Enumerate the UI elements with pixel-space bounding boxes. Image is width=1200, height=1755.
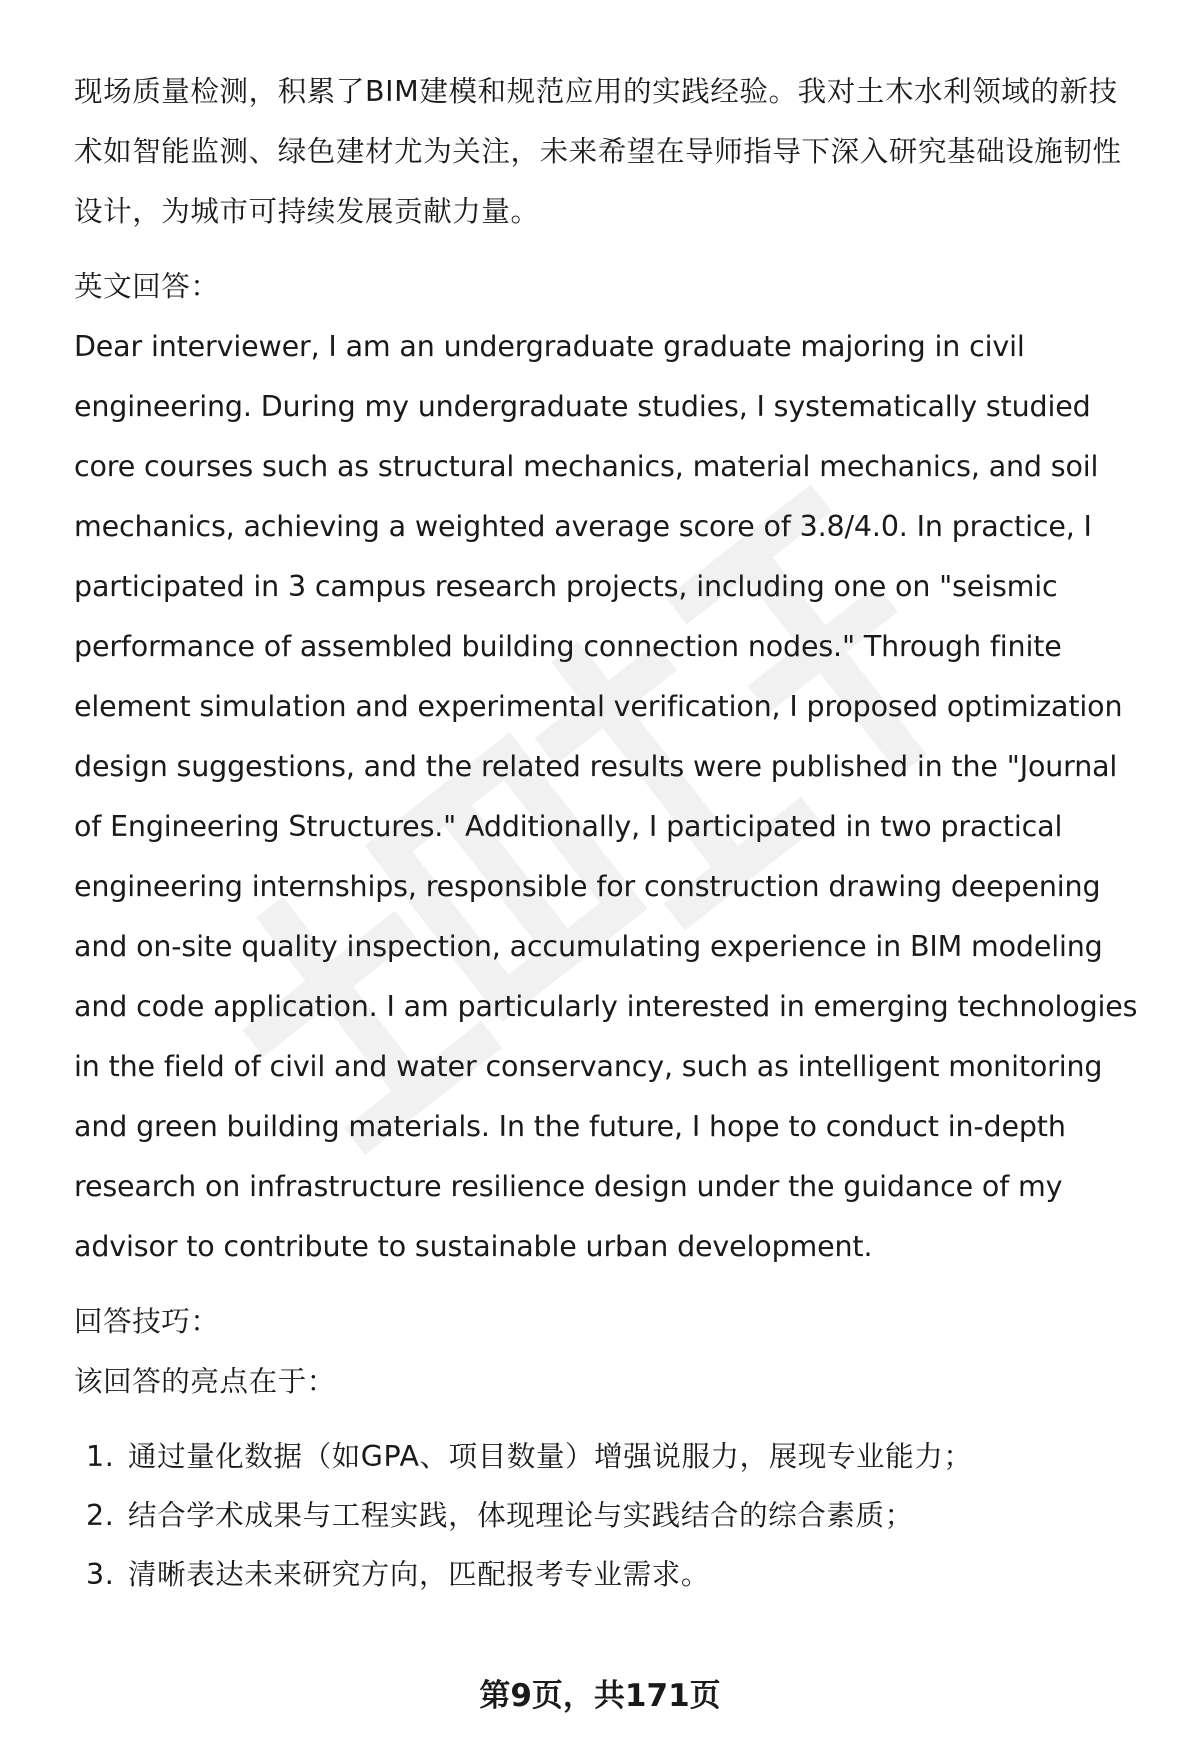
english-line: core courses such as structural mechanics, material mechanics, and soil: [74, 450, 1099, 483]
list-item: [74, 1427, 1154, 1486]
english-line: in the field of civil and water conservancy, such as intelligent monitoring: [74, 1050, 1103, 1083]
intro-line: 现场质量检测，积累了BIM建模和规范应用的实践经验。我对土木水利领域的新技: [74, 75, 1118, 108]
english-line: and green building materials. In the future, I hope to conduct in-depth: [74, 1110, 1066, 1143]
highlights-list: [74, 1427, 1154, 1604]
highlights-heading: 该回答的亮点在于：: [74, 1365, 336, 1398]
list-item-text: 通过量化数据（如GPA、项目数量）增强说服力，展现专业能力；: [128, 1440, 973, 1473]
english-line: engineering. During my undergraduate studies, I systematically studied: [74, 390, 1091, 423]
list-item-number: 1.: [86, 1440, 115, 1473]
english-line: and on-site quality inspection, accumulating experience in BIM modeling: [74, 930, 1103, 963]
english-line: engineering internships, responsible for construction drawing deepening: [74, 870, 1101, 903]
list-item-number: 2.: [86, 1499, 115, 1532]
english-line: Dear interviewer, I am an undergraduate graduate majoring in civil: [74, 330, 1025, 363]
page-number-footer: 第9页，共171页: [479, 1678, 721, 1714]
english-answer-heading: 英文回答：: [74, 270, 220, 303]
tips-heading: 回答技巧：: [74, 1305, 220, 1338]
list-item-text: 清晰表达未来研究方向，匹配报考专业需求。: [128, 1558, 711, 1591]
english-line: element simulation and experimental verification, I proposed optimization: [74, 690, 1123, 723]
list-item-number: 3.: [86, 1558, 115, 1591]
english-line: of Engineering Structures." Additionally, I participated in two practical: [74, 810, 1063, 843]
english-line: advisor to contribute to sustainable urban development.: [74, 1230, 873, 1263]
list-item: [74, 1486, 1154, 1545]
english-line: participated in 3 campus research projects, including one on "seismic: [74, 570, 1058, 603]
list-item-text: 结合学术成果与工程实践，体现理论与实践结合的综合素质；: [128, 1499, 914, 1532]
english-line: design suggestions, and the related results were published in the "Journal: [74, 750, 1118, 783]
english-line: and code application. I am particularly interested in emerging technologies: [74, 990, 1138, 1023]
english-line: performance of assembled building connection nodes." Through finite: [74, 630, 1062, 663]
page-content: [74, 62, 1154, 1604]
intro-line: 术如智能监测、绿色建材尤为关注，未来希望在导师指导下深入研究基础设施韧性: [74, 135, 1122, 168]
english-line: mechanics, achieving a weighted average score of 3.8/4.0. In practice, I: [74, 510, 1092, 543]
intro-line: 设计，为城市可持续发展贡献力量。: [74, 195, 540, 228]
list-item: [74, 1545, 1154, 1604]
english-line: research on infrastructure resilience design under the guidance of my: [74, 1170, 1063, 1203]
